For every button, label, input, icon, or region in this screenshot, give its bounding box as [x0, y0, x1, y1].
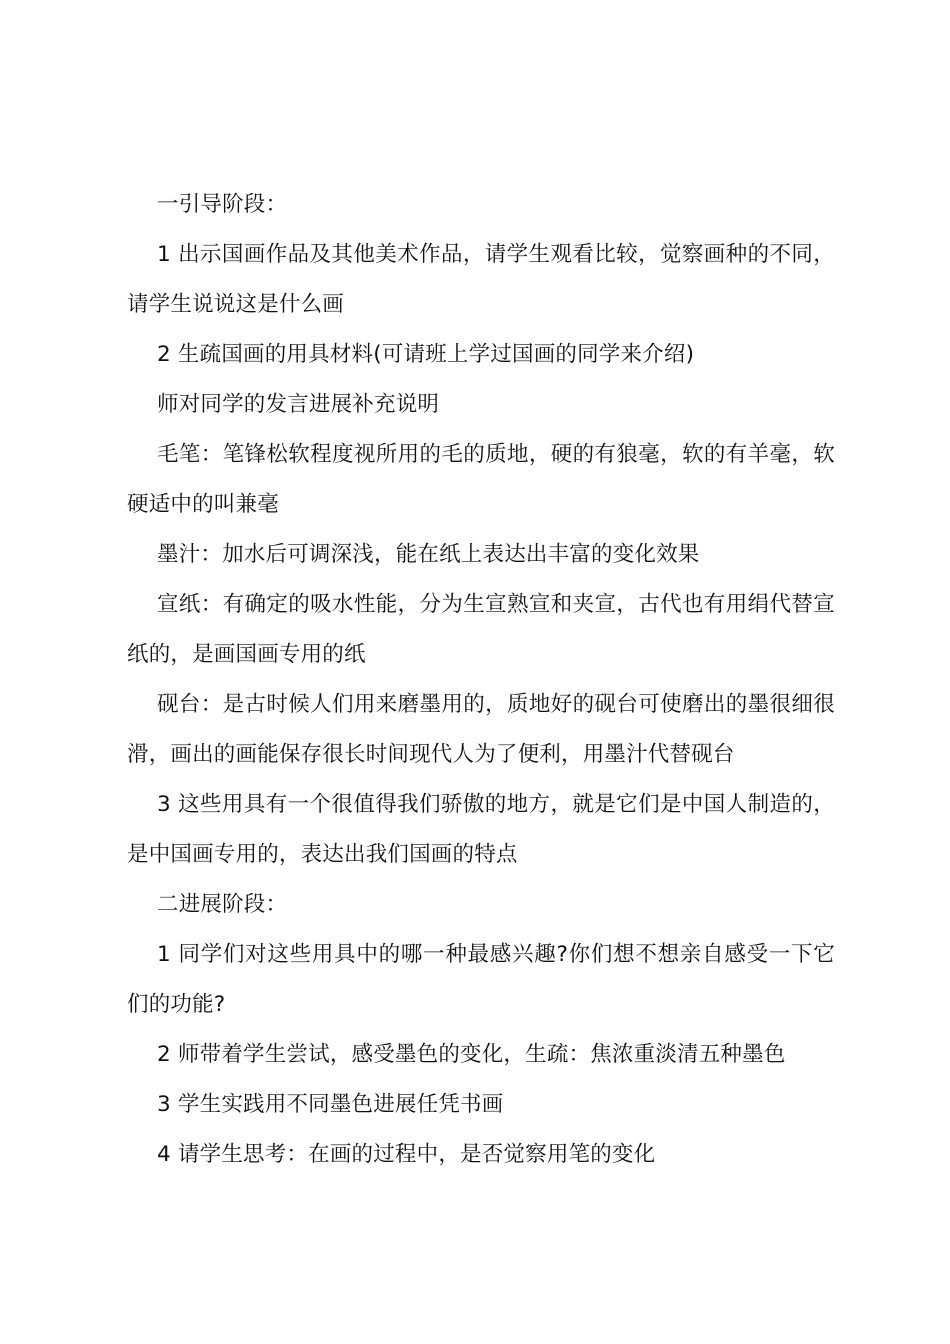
paragraph-brush: 毛笔：笔锋松软程度视所用的毛的质地，硬的有狼毫，软的有羊毫，软硬适中的叫兼毫	[127, 442, 835, 517]
document-body	[127, 180, 835, 1180]
paragraph-item: 2 生疏国画的用具材料(可请班上学过国画的同学来介绍)	[157, 342, 695, 367]
paragraph-item: 3 学生实践用不同墨色进展任凭书画	[157, 1092, 504, 1117]
section-heading-guide: 一引导阶段：	[157, 192, 288, 217]
paragraph-item: 1 同学们对这些用具中的哪一种最感兴趣?你们想不想亲自感受一下它们的功能?	[127, 942, 835, 1017]
paragraph-item: 2 师带着学生尝试，感受墨色的变化，生疏：焦浓重淡清五种墨色	[157, 1042, 786, 1067]
section-heading-progress: 二进展阶段：	[157, 892, 288, 917]
paragraph-item: 3 这些用具有一个很值得我们骄傲的地方，就是它们是中国人制造的，是中国画专用的，表达出我们国画的特点	[127, 792, 835, 867]
paragraph-item: 1 出示国画作品及其他美术作品，请学生观看比较，觉察画种的不同，请学生说说这是什么画	[127, 242, 835, 317]
paragraph-item: 师对同学的发言进展补充说明	[157, 392, 440, 417]
paragraph-paper: 宣纸：有确定的吸水性能，分为生宣熟宣和夹宣，古代也有用绢代替宣纸的，是画国画专用的纸	[127, 592, 835, 667]
paragraph-ink: 墨汁：加水后可调深浅，能在纸上表达出丰富的变化效果	[157, 542, 700, 567]
paragraph-item: 4 请学生思考：在画的过程中，是否觉察用笔的变化	[157, 1142, 656, 1167]
paragraph-inkstone: 砚台：是古时候人们用来磨墨用的，质地好的砚台可使磨出的墨很细很滑，画出的画能保存很长时间现代人为了便利，用墨汁代替砚台	[127, 692, 835, 767]
